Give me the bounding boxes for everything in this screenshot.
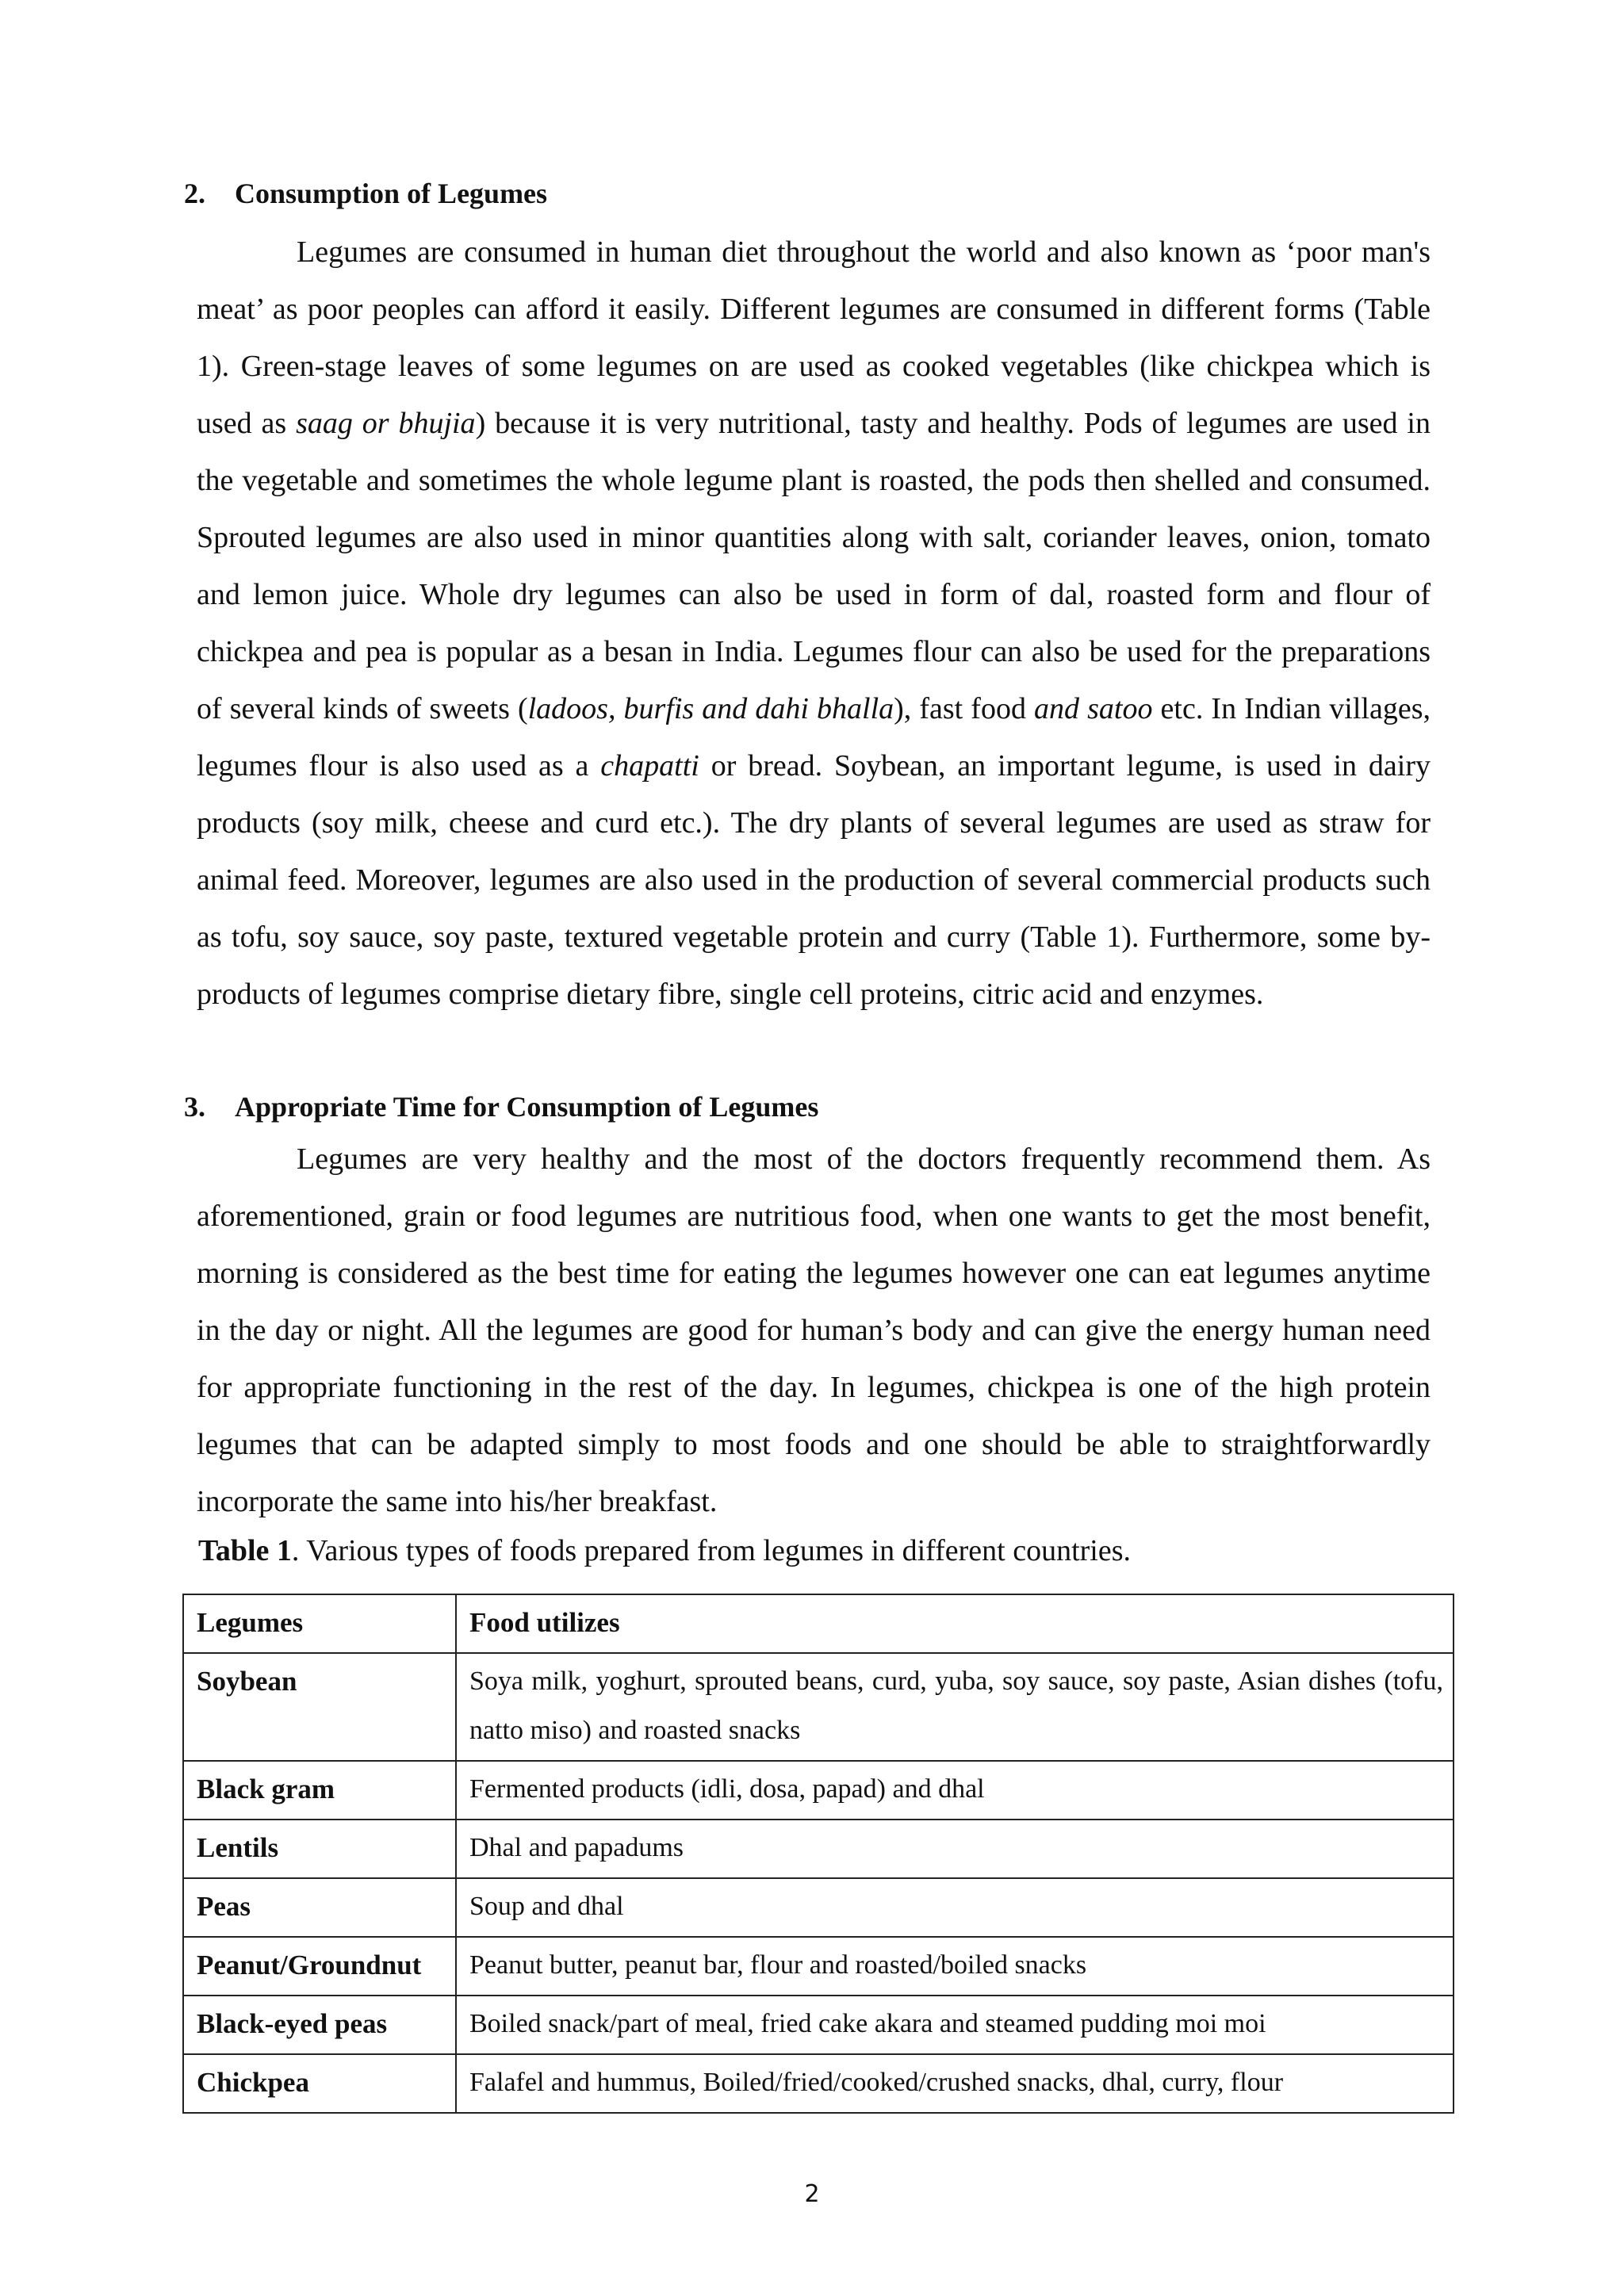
section-3-heading (184, 1089, 818, 1124)
table-row (183, 1820, 1454, 1878)
section-2-paragraph (197, 224, 1431, 1023)
section-3-title: Appropriate Time for Consumption of Legumes (235, 1091, 819, 1123)
table-caption (198, 1532, 1131, 1570)
table-cell-legume: Peas (183, 1878, 456, 1937)
page-number: 2 (804, 2180, 820, 2208)
table-cell-food: Boiled snack/part of meal, fried cake akara and steamed pudding moi moi (456, 1996, 1454, 2054)
table-row (183, 1878, 1454, 1937)
section-2-text-2: ) because it is very nutritional, tasty and healthy. Pods of legumes are used in the vegetable and sometimes the whole legume plant is roasted, the pods then shelled and consumed. Sprouted legumes are also used in minor quantities along with salt, coriander leaves, onion, tomato and lemon juice. Whole dry legumes can also be used in form of dal, roasted form and flour of chickpea and pea is popular as a besan in India. Legumes flour can also be used for the preparations of several kinds of sweets ( (197, 407, 1431, 725)
table-caption-text: . Various types of foods prepared from legumes in different countries. (291, 1534, 1132, 1567)
table-cell-food: Dhal and papadums (456, 1820, 1454, 1878)
legumes-table (182, 1594, 1454, 2114)
table-cell-food: Soya milk, yoghurt, sprouted beans, curd, yuba, soy sauce, soy paste, Asian dishes (tofu, natto miso) and roasted snacks (456, 1653, 1454, 1761)
table-row (183, 1937, 1454, 1996)
section-2-text-1: Legumes are consumed in human diet throughout the world and also known as ‘poor man's meat’ as poor peoples can afford it easily. Different legumes are consumed in different forms (Table 1). Green-stage leaves of some legumes on are used as cooked vegetables (like chickpea which is used as (197, 235, 1431, 440)
section-2-italic-1: saag or bhujia (296, 407, 476, 440)
section-2-italic-4: chapatti (600, 749, 699, 783)
section-2-italic-3: and satoo (1034, 692, 1153, 725)
table-cell-legume: Black gram (183, 1761, 456, 1820)
table-header-legumes: Legumes (183, 1594, 456, 1653)
section-2-text-5: or bread. Soybean, an important legume, is used in dairy products (soy milk, cheese and curd etc.). The dry plants of several legumes are used as straw for animal feed. Moreover, legumes are also used in the production of several commercial products such as tofu, soy sauce, soy paste, textured vegetable protein and curry (Table 1). Furthermore, some by-products of legumes comprise dietary fibre, single cell proteins, citric acid and enzymes. (197, 749, 1431, 1011)
section-2-title: Consumption of Legumes (235, 178, 548, 209)
table-cell-legume: Black-eyed peas (183, 1996, 456, 2054)
table-cell-food: Fermented products (idli, dosa, papad) and dhal (456, 1761, 1454, 1820)
table-cell-legume: Lentils (183, 1820, 456, 1878)
section-2-number: 2. (184, 178, 205, 209)
section-2-text-4: etc. In Indian villages, legumes flour is also used as a (197, 692, 1431, 783)
table-cell-food: Peanut butter, peanut bar, flour and roasted/boiled snacks (456, 1937, 1454, 1996)
table-row (183, 1996, 1454, 2054)
section-2-heading (184, 176, 547, 211)
section-2-text-3: ), fast food (894, 692, 1035, 725)
table-header-row (183, 1594, 1454, 1653)
section-2-italic-2: ladoos, burfis and dahi bhalla (527, 692, 894, 725)
table-cell-legume: Peanut/Groundnut (183, 1937, 456, 1996)
table-caption-label: Table 1 (198, 1534, 292, 1567)
table-cell-legume: Chickpea (183, 2054, 456, 2113)
table-header-food-utilizes: Food utilizes (456, 1594, 1454, 1653)
table-cell-food: Soup and dhal (456, 1878, 1454, 1937)
section-3-paragraph: Legumes are very healthy and the most of the doctors frequently recommend them. As aforementioned, grain or food legumes are nutritious food, when one wants to get the most benefit, morning is considered as the best time for eating the legumes however one can eat legumes anytime in the day or night. All the legumes are good for human’s body and can give the energy human need for appropriate functioning in the rest of the day. In legumes, chickpea is one of the high protein legumes that can be adapted simply to most foods and one should be able to straightforwardly incorporate the same into his/her breakfast. (197, 1142, 1431, 1518)
table-cell-legume: Soybean (183, 1653, 456, 1761)
table-row (183, 1653, 1454, 1761)
section-3-number: 3. (184, 1091, 205, 1123)
table-row (183, 2054, 1454, 2113)
table-row (183, 1761, 1454, 1820)
table-cell-food: Falafel and hummus, Boiled/fried/cooked/crushed snacks, dhal, curry, flour (456, 2054, 1454, 2113)
